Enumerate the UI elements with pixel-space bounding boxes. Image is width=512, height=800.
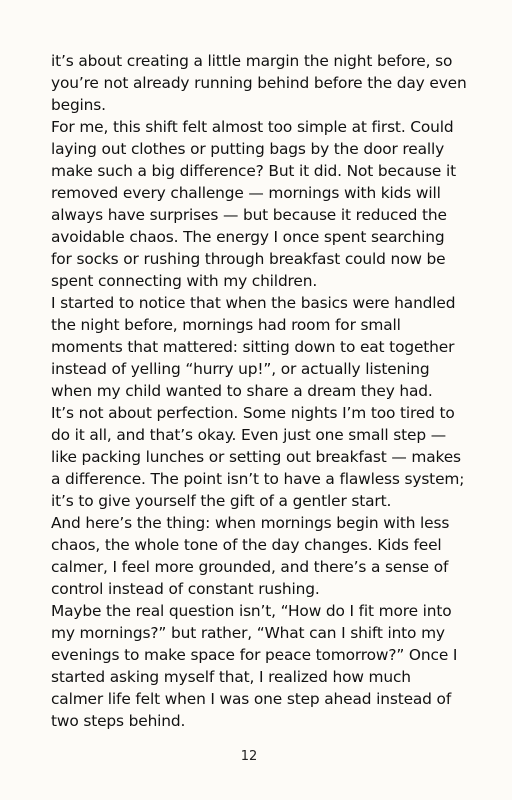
paragraph: For me, this shift felt almost too simple at first. Could laying out clothes or putting bags by the door really make such a big difference? But it did. Not because it removed every challenge — mornings with kids will always have surprises — but because it reduced the avoidable chaos. The energy I once spent searching for socks or rushing through breakfast could now be spent connecting with my children. (51, 118, 456, 290)
paragraph: And here’s the thing: when mornings begin with less chaos, the whole tone of the day changes. Kids feel calmer, I feel more grounded, and there’s a sense of control instead of constant rushing. (51, 514, 450, 598)
paragraph: I started to notice that when the basics were handled the night before, mornings had room for small moments that mattered: sitting down to eat together instead of yelling “hurry up!”, or actually listening when my child wanted to share a dream they had. (51, 294, 456, 400)
body-text (51, 50, 467, 732)
page-number: 12 (240, 749, 258, 764)
paragraph: It’s not about perfection. Some nights I’m too tired to do it all, and that’s okay. Even just one small step — like packing lunches or setting out breakfast — makes a difference. The point isn’t to have a flawless system; it’s to give yourself the gift of a gentler start. (51, 404, 465, 510)
paragraph: it’s about creating a little margin the night before, so you’re not already running behind before the day even begins. (51, 52, 467, 114)
paragraph: Maybe the real question isn’t, “How do I fit more into my mornings?” but rather, “What can I shift into my evenings to make space for peace tomorrow?” Once I started asking myself that, I realized how much calmer life felt when I was one step ahead instead of two steps behind. (51, 602, 458, 730)
